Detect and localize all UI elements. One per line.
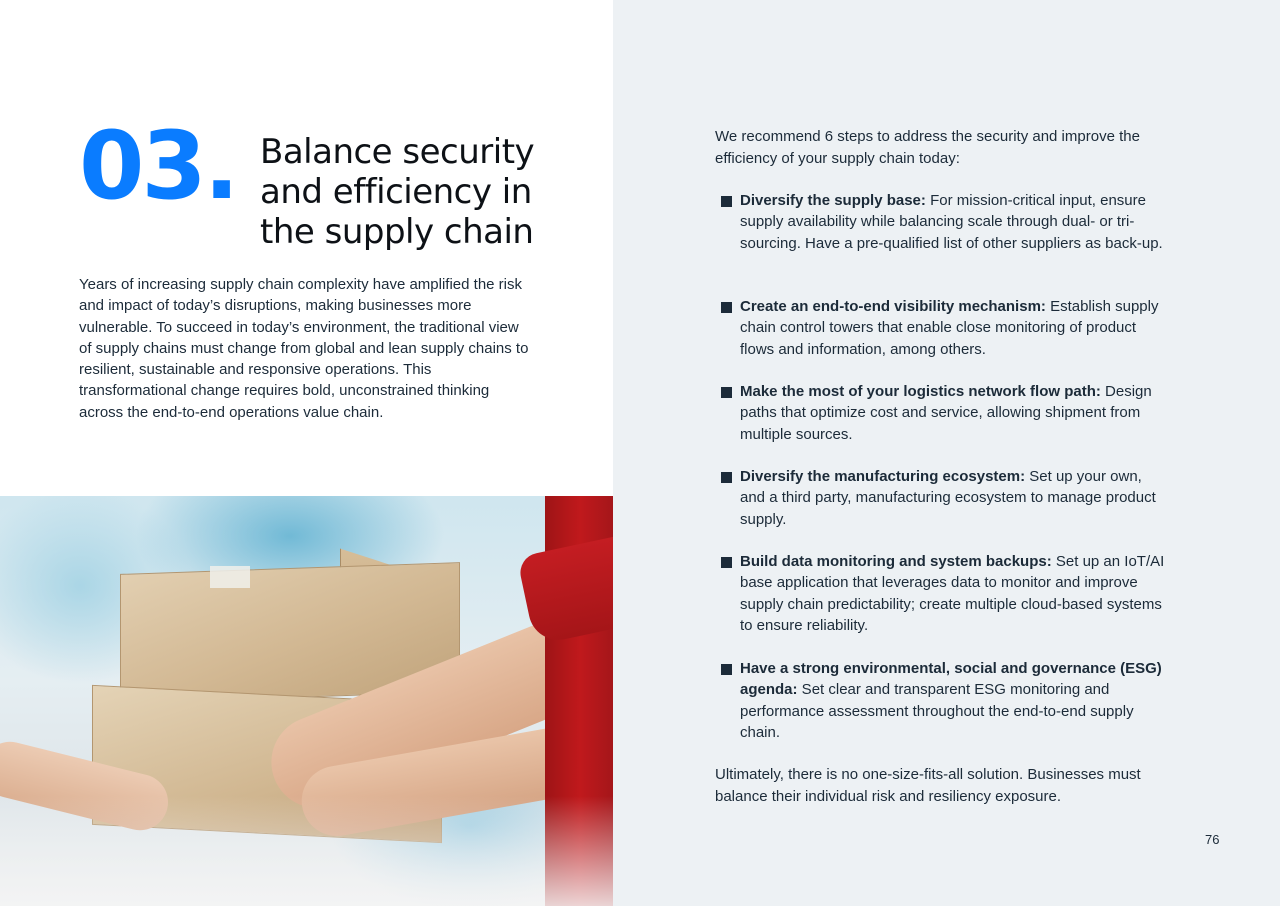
step-body: Establish supply chain control towers that enable close monitoring of product flows and information, among others. bbox=[740, 298, 1159, 358]
step-text bbox=[740, 658, 1165, 744]
left-panel bbox=[0, 0, 613, 906]
step-text bbox=[740, 381, 1165, 445]
step-body: Set clear and transparent ESG monitoring and performance assessment throughout the end-to-end supply chain. bbox=[740, 681, 1134, 742]
step-text bbox=[740, 551, 1165, 637]
section-intro-paragraph: Years of increasing supply chain complexity have amplified the risk and impact of today’s disruptions, making businesses more vulnerable. To succeed in today’s environment, the traditional view of supply chains must change from global and lean supply chains to resilient, sustainable and responsive operations. This transformational change requires bold, unconstrained thinking across the end-to-end operations value chain. bbox=[79, 276, 529, 421]
section-number: 03. bbox=[79, 112, 237, 221]
page-number: 76 bbox=[1205, 832, 1220, 847]
recommendations-intro: We recommend 6 steps to address the security and improve the efficiency of your supply chain today: bbox=[715, 128, 1140, 167]
step-item bbox=[715, 658, 1175, 744]
step-heading: Build data monitoring and system backups: bbox=[740, 553, 1052, 570]
step-heading: Diversify the manufacturing ecosystem: bbox=[740, 468, 1026, 485]
step-item bbox=[715, 190, 1175, 254]
right-panel bbox=[613, 0, 1280, 906]
step-body: Set up your own, and a third party, manufacturing ecosystem to manage product supply. bbox=[740, 468, 1156, 528]
box-tape bbox=[210, 566, 250, 588]
square-bullet-icon bbox=[721, 387, 732, 398]
step-heading: Create an end-to-end visibility mechanism: bbox=[740, 298, 1046, 315]
step-text bbox=[740, 296, 1165, 360]
step-heading: Diversify the supply base: bbox=[740, 192, 926, 209]
square-bullet-icon bbox=[721, 302, 732, 313]
step-item bbox=[715, 466, 1175, 530]
step-item bbox=[715, 551, 1175, 637]
step-body: Design paths that optimize cost and service, allowing shipment from multiple sources. bbox=[740, 383, 1152, 443]
photo-fade bbox=[0, 796, 613, 906]
step-body: For mission-critical input, ensure supply availability while balancing scale through dual- or tri-sourcing. Have a pre-qualified list of other suppliers as back-up. bbox=[740, 192, 1163, 252]
section-title: Balance security and efficiency in the supply chain bbox=[260, 132, 535, 252]
step-body: Set up an IoT/AI base application that leverages data to monitor and improve supply chain predictability; create multiple cloud-based systems to ensure reliability. bbox=[740, 553, 1165, 635]
step-text bbox=[740, 190, 1165, 254]
step-heading: Have a strong environmental, social and governance (ESG) agenda: bbox=[740, 660, 1162, 699]
step-heading: Make the most of your logistics network flow path: bbox=[740, 383, 1101, 400]
conclusion-paragraph: Ultimately, there is no one-size-fits-all solution. Businesses must balance their individual risk and resiliency exposure. bbox=[715, 766, 1141, 805]
step-item bbox=[715, 381, 1175, 445]
square-bullet-icon bbox=[721, 664, 732, 675]
step-item bbox=[715, 296, 1175, 360]
square-bullet-icon bbox=[721, 557, 732, 568]
square-bullet-icon bbox=[721, 196, 732, 207]
step-text bbox=[740, 466, 1165, 530]
delivery-boxes-photo bbox=[0, 496, 613, 906]
square-bullet-icon bbox=[721, 472, 732, 483]
